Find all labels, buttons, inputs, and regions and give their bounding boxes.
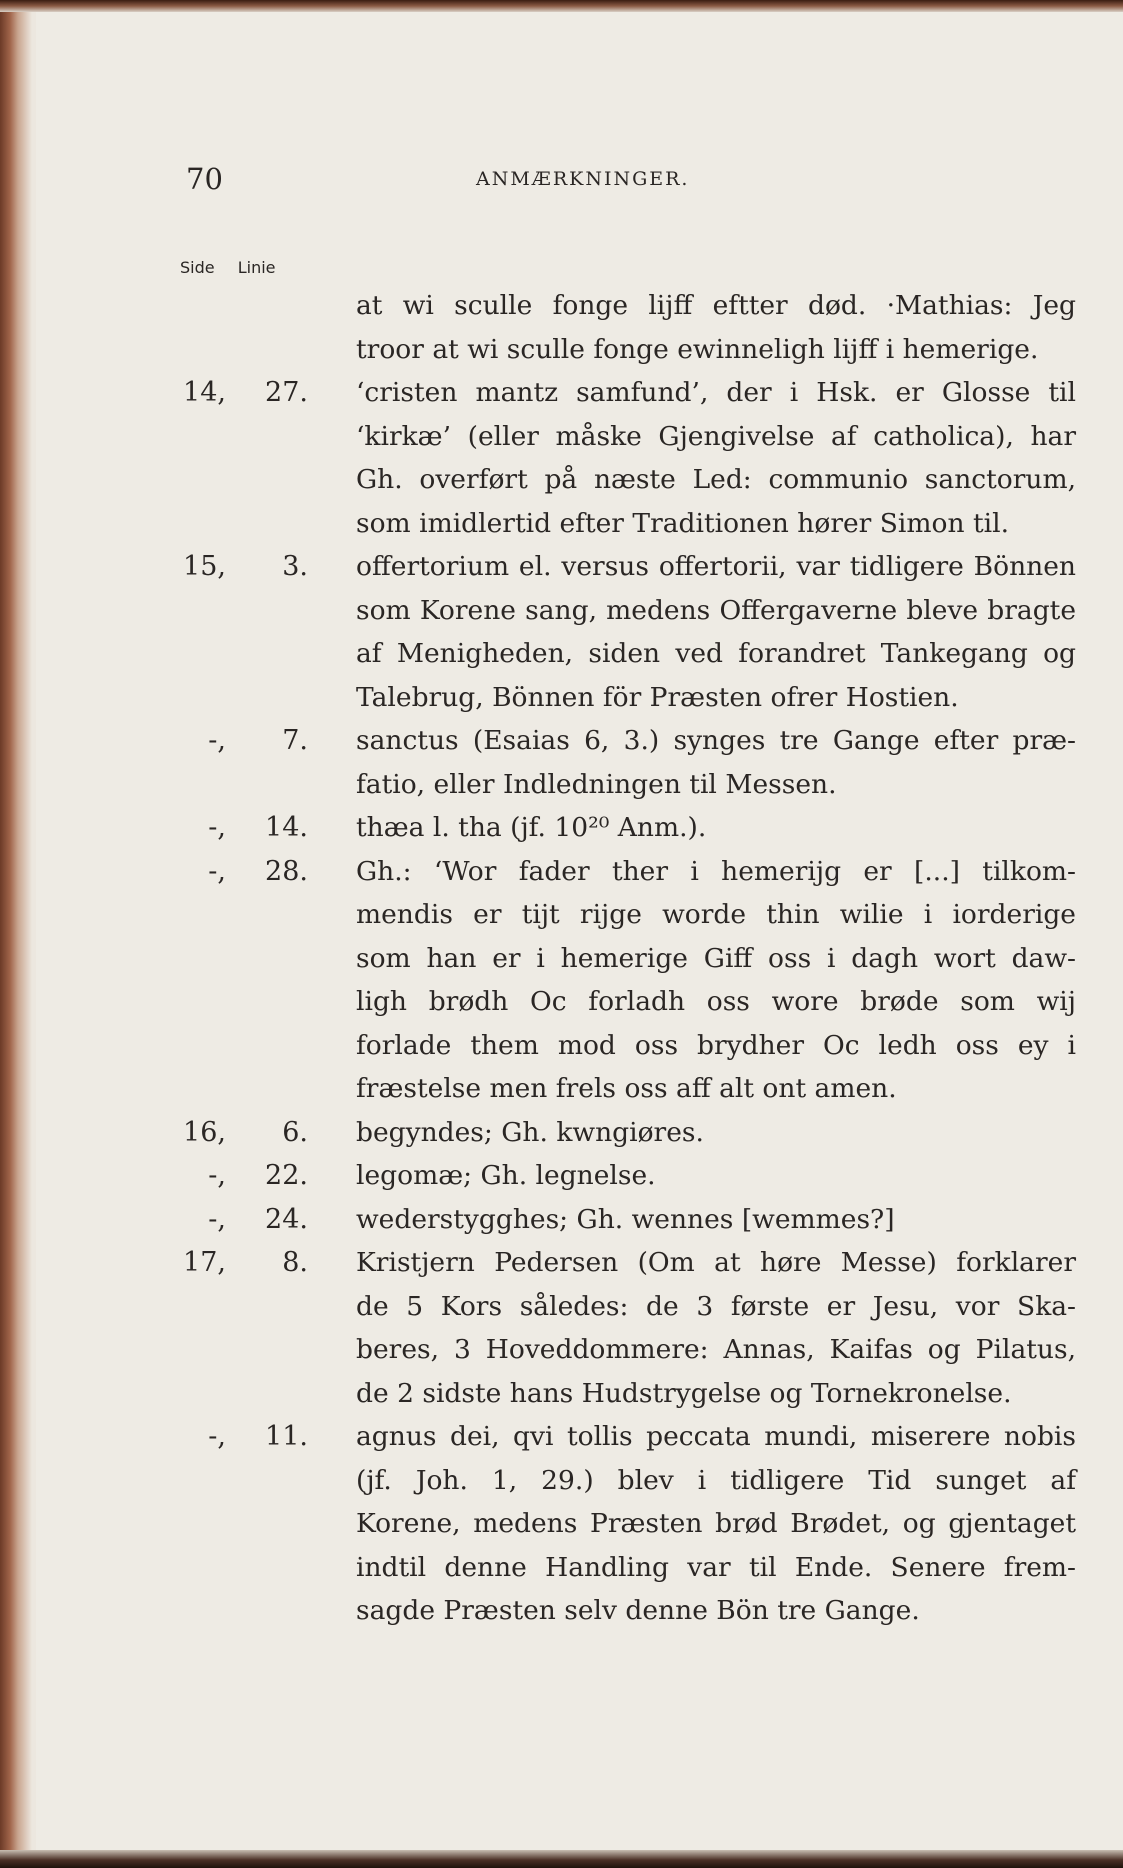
ref-side: 17, — [183, 1247, 226, 1278]
column-headings — [180, 258, 294, 277]
book-page — [36, 12, 1123, 1850]
note-text-line: Kristjern Pedersen (Om at høre Messe) forklarer — [356, 1247, 1076, 1278]
note-text-line: wederstygghes; Gh. wennes [wemmes?] — [356, 1203, 895, 1235]
running-title: ANMÆRKNINGER. — [476, 168, 690, 190]
note-reference — [156, 1241, 316, 1285]
note-text-line: sanctus (Esaias 6, 3.) synges tre Gange efter præ- — [356, 725, 1076, 756]
note-entry — [156, 850, 1076, 1111]
note-reference — [156, 1154, 316, 1198]
note-reference — [156, 545, 316, 589]
side-heading: Side — [180, 258, 215, 277]
note-text-line: legomæ; Gh. legnelse. — [356, 1160, 656, 1191]
note-text-line: som Korene sang, medens Offergaverne bleve bragte — [356, 594, 1076, 626]
note-text-line: Gh.: ‘Wor fader ther i hemerijg er [...] tilkom- — [356, 855, 1076, 887]
ref-line: 7. — [282, 725, 308, 756]
note-reference — [156, 1111, 316, 1155]
ref-side: 14, — [183, 377, 226, 408]
note-text-line: Korene, medens Præsten brød Brødet, og gjentaget — [356, 1508, 1076, 1539]
note-reference — [156, 284, 316, 328]
note-entry — [156, 806, 1076, 850]
note-reference — [156, 1198, 316, 1242]
book-top-edge — [0, 0, 1123, 12]
ref-side: -, — [208, 812, 226, 843]
note-text-line: ‘cristen mantz samfund’, der i Hsk. er Glosse til — [356, 377, 1076, 408]
note-text-line: de 5 Kors således: de 3 første er Jesu, vor Ska- — [356, 1290, 1076, 1322]
note-text-line: fatio, eller Indledningen til Messen. — [356, 768, 837, 800]
ref-line: 11. — [265, 1421, 308, 1452]
note-text-line: begyndes; Gh. kwngiøres. — [356, 1116, 704, 1148]
page-header — [186, 162, 1066, 202]
ref-line: 6. — [282, 1116, 308, 1148]
note-text-line: af Menigheden, siden ved forandret Tankegang og — [356, 638, 1076, 669]
note-text-line: som han er i hemerige Giff oss i dagh wort daw- — [356, 942, 1076, 974]
book-bottom-edge — [0, 1850, 1123, 1868]
note-reference — [156, 850, 316, 894]
note-text-line: at wi sculle fonge lijff eftter død. ·Mathias: Jeg — [356, 290, 1076, 321]
linie-heading: Linie — [237, 258, 276, 277]
note-text-line: sagde Præsten selv denne Bön tre Gange. — [356, 1595, 920, 1626]
note-entry — [156, 1198, 1076, 1242]
note-reference — [156, 1415, 316, 1459]
notes-list — [156, 284, 1076, 1633]
ref-side: -, — [208, 855, 226, 887]
ref-line: 8. — [282, 1247, 308, 1278]
note-text-line: offertorium el. versus offertorii, var tidligere Bönnen — [356, 551, 1076, 582]
note-text-line: agnus dei, qvi tollis peccata mundi, miserere nobis — [356, 1421, 1076, 1452]
note-text-line: troor at wi sculle fonge ewinneligh lijff i hemerige. — [356, 333, 1039, 365]
ref-line: 3. — [282, 551, 308, 582]
note-entry — [156, 1154, 1076, 1198]
ref-side: -, — [208, 1160, 226, 1191]
note-text-line: Gh. overført på næste Led: communio sanctorum, — [356, 464, 1076, 495]
note-text-line: thæa l. tha (jf. 10²⁰ Anm.). — [356, 812, 707, 843]
note-text-line: Talebrug, Bönnen för Præsten ofrer Hostien. — [356, 681, 959, 713]
note-text-line: forlade them mod oss brydher Oc ledh oss ey i — [356, 1029, 1076, 1061]
note-text-line: beres, 3 Hoveddommere: Annas, Kaifas og Pilatus, — [356, 1334, 1076, 1365]
note-text-line: ‘kirkæ’ (eller måske Gjengivelse af catholica), har — [356, 420, 1076, 452]
note-text-line: de 2 sidste hans Hudstrygelse og Tornekronelse. — [356, 1377, 1012, 1409]
ref-side: -, — [208, 1421, 226, 1452]
ref-side: -, — [208, 725, 226, 756]
note-entry — [156, 545, 1076, 719]
note-text-line: fræstelse men frels oss aff alt ont amen. — [356, 1073, 897, 1104]
note-entry — [156, 719, 1076, 806]
page-number: 70 — [186, 162, 223, 196]
ref-side: -, — [208, 1203, 226, 1235]
note-reference — [156, 719, 316, 763]
note-reference — [156, 806, 316, 850]
ref-line: 22. — [265, 1160, 308, 1191]
note-text-line: ligh brødh Oc forladh oss wore brøde som wij — [356, 986, 1076, 1017]
note-entry — [156, 284, 1076, 371]
ref-side: 15, — [183, 551, 226, 582]
note-text-line: mendis er tijt rijge worde thin wilie i iorderige — [356, 899, 1076, 930]
ref-line: 28. — [265, 855, 308, 887]
note-entry — [156, 1415, 1076, 1633]
ref-side: 16, — [183, 1116, 226, 1148]
ref-line: 14. — [265, 812, 308, 843]
note-text-line: indtil denne Handling var til Ende. Senere frem- — [356, 1551, 1076, 1583]
note-reference — [156, 371, 316, 415]
ref-line: 27. — [265, 377, 308, 408]
note-entry — [156, 371, 1076, 545]
note-text-line: som imidlertid efter Traditionen hører Simon til. — [356, 507, 1009, 539]
note-text-line: (jf. Joh. 1, 29.) blev i tidligere Tid sunget af — [356, 1464, 1076, 1496]
note-entry — [156, 1241, 1076, 1415]
note-entry — [156, 1111, 1076, 1155]
ref-line: 24. — [265, 1203, 308, 1235]
